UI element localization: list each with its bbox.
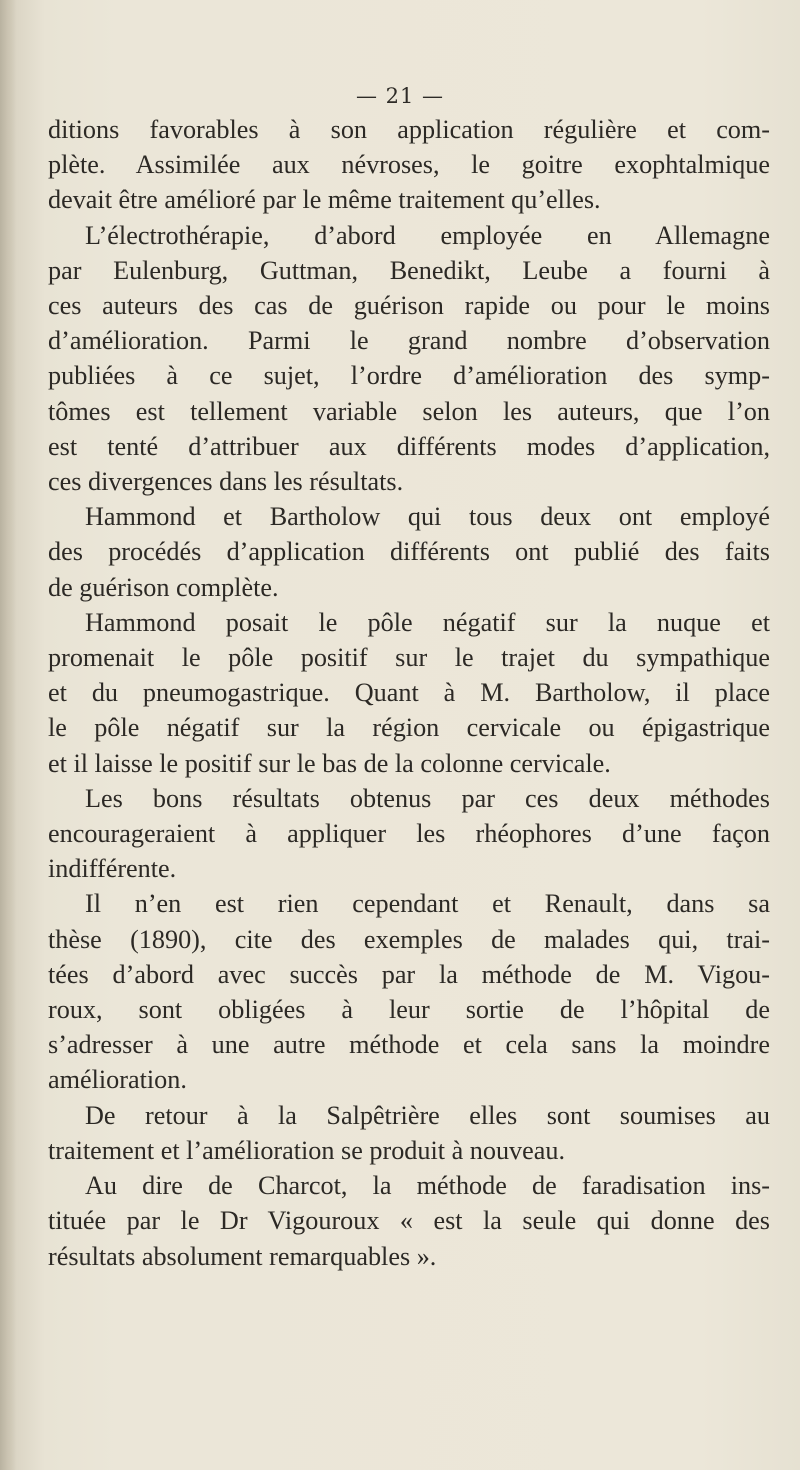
text-line: par Eulenburg, Guttman, Benedikt, Leube a fourni à — [48, 255, 770, 285]
text-line: publiées à ce sujet, l’ordre d’amélioration des symp- — [48, 361, 770, 391]
text-line: est tenté d’attribuer aux différents modes d’application, — [48, 431, 770, 461]
text-line: des procédés d’application différents ont publié des faits — [48, 537, 770, 567]
text-line: amélioration. — [48, 1065, 187, 1095]
text-line: indifférente. — [48, 854, 177, 884]
text-line: le pôle négatif sur la région cervicale ou épigastrique — [48, 713, 770, 743]
page-number: — 21 — — [355, 84, 445, 108]
text-line: et il laisse le positif sur le bas de la colonne cervicale. — [48, 748, 611, 778]
text-line: thèse (1890), cite des exemples de malades qui, trai- — [48, 924, 770, 954]
paragraph — [48, 1098, 770, 1168]
text-line: Hammond et Bartholow qui tous deux ont employé — [85, 502, 770, 532]
text-line: et du pneumogastrique. Quant à M. Bartholow, il place — [48, 678, 770, 708]
text-line: encourageraient à appliquer les rhéophores d’une façon — [48, 819, 770, 849]
text-line: devait être amélioré par le même traitement qu’elles. — [48, 185, 601, 215]
paragraph — [48, 605, 770, 781]
text-line: traitement et l’amélioration se produit à nouveau. — [48, 1135, 566, 1165]
text-line: ces divergences dans les résultats. — [48, 467, 404, 497]
text-line: tômes est tellement variable selon les auteurs, que l’on — [48, 396, 770, 426]
text-line: promenait le pôle positif sur le trajet du sympathique — [48, 643, 770, 673]
text-line: roux, sont obligées à leur sortie de l’hôpital de — [48, 995, 770, 1025]
paragraph — [48, 112, 770, 218]
text-line: s’adresser à une autre méthode et cela sans la moindre — [48, 1030, 770, 1060]
text-line: ditions favorables à son application régulière et com- — [48, 115, 770, 144]
text-line: ces auteurs des cas de guérison rapide ou pour le moins — [48, 291, 770, 321]
paragraph — [48, 218, 770, 500]
text-line: tées d’abord avec succès par la méthode de M. Vigou- — [48, 959, 770, 989]
text-line: résultats absolument remarquables ». — [48, 1241, 437, 1271]
text-line: L’électrothérapie, d’abord employée en Allemagne — [85, 220, 770, 250]
text-line: d’amélioration. Parmi le grand nombre d’observation — [48, 326, 770, 356]
text-line: de guérison complète. — [48, 572, 279, 602]
text-line: plète. Assimilée aux névroses, le goitre exophtalmique — [48, 150, 770, 180]
paragraph — [48, 499, 770, 605]
text-line: De retour à la Salpêtrière elles sont soumises au — [85, 1100, 770, 1130]
paragraph — [48, 1168, 770, 1274]
text-line: Hammond posait le pôle négatif sur la nuque et — [85, 607, 770, 637]
body-text — [48, 112, 770, 1274]
text-line: Au dire de Charcot, la méthode de faradisation ins- — [85, 1171, 770, 1201]
text-line: Il n’en est rien cependant et Renault, dans sa — [85, 889, 770, 919]
paragraph — [48, 781, 770, 887]
text-line: Les bons résultats obtenus par ces deux méthodes — [85, 783, 770, 813]
page-binding-shadow — [0, 0, 16, 1470]
text-line: tituée par le Dr Vigouroux « est la seule qui donne des — [48, 1206, 770, 1236]
paragraph — [48, 886, 770, 1097]
